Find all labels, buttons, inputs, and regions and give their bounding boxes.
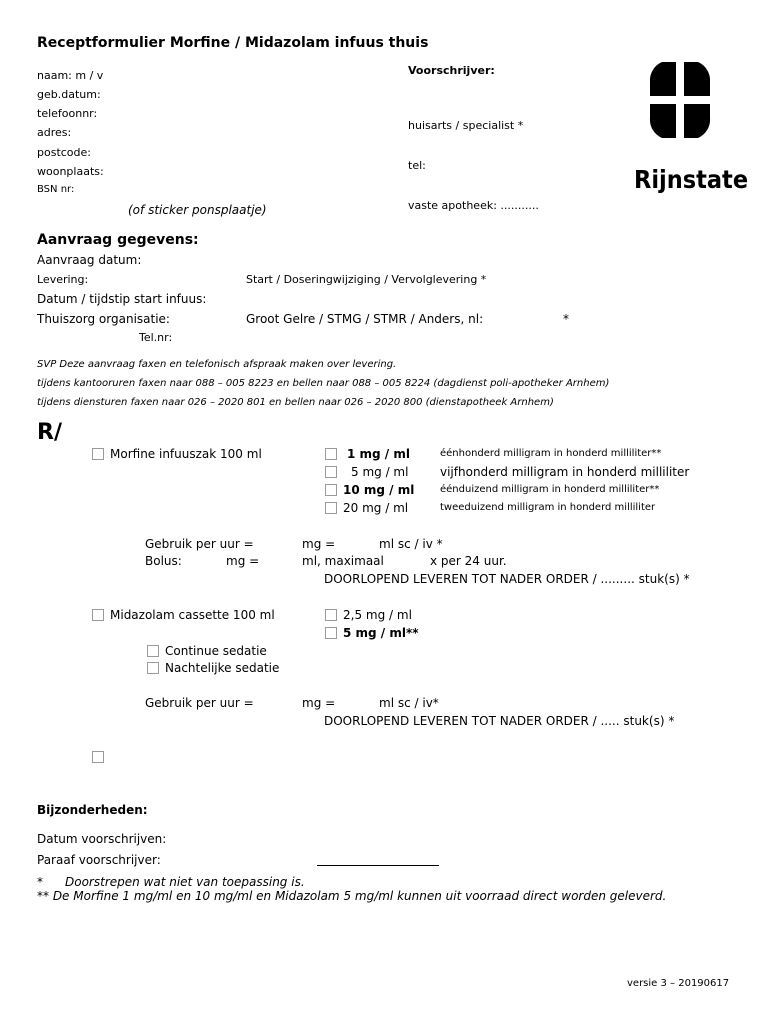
- thuiszorg-options: Groot Gelre / STMG / STMR / Anders, nl:: [246, 312, 484, 326]
- morfine-checkbox[interactable]: [92, 448, 104, 460]
- footnote-1: Doorstrepen wat niet van toepassing is.: [65, 875, 305, 889]
- morfine-10mg-checkbox[interactable]: [325, 484, 337, 496]
- midazolam-5mg-dose: 5 mg / ml**: [343, 626, 419, 640]
- request-datum: Aanvraag datum:: [37, 253, 142, 267]
- nachtelijke-sedatie-checkbox[interactable]: [147, 662, 159, 674]
- footnote-2: ** De Morfine 1 mg/ml en 10 mg/ml en Midazolam 5 mg/ml kunnen uit voorraad direct worden geleverd.: [37, 889, 667, 903]
- page-title: Receptformulier Morfine / Midazolam infuus thuis: [37, 35, 429, 51]
- prescriber-tel: tel:: [408, 159, 426, 172]
- levering-options: Start / Doseringwijziging / Vervolglevering *: [246, 273, 487, 286]
- morfine-bolus-label: Bolus:: [145, 554, 182, 568]
- continue-sedatie-label: Continue sedatie: [165, 644, 267, 658]
- signature-line: [317, 865, 439, 866]
- start-infuus: Datum / tijdstip start infuus:: [37, 292, 207, 306]
- prescriber-apotheek: vaste apotheek: ...........: [408, 199, 539, 212]
- morfine-1mg-dose: 1 mg / ml: [347, 447, 410, 461]
- morfine-bolus-mg: mg =: [226, 554, 260, 568]
- details-heading: Bijzonderheden:: [37, 803, 148, 817]
- rijnstate-logo: [632, 60, 752, 200]
- morfine-5mg-desc: vijfhonderd milligram in honderd milliliter: [440, 465, 690, 479]
- midazolam-checkbox[interactable]: [92, 609, 104, 621]
- version-label: versie 3 – 20190617: [627, 978, 730, 989]
- nachtelijke-sedatie-label: Nachtelijke sedatie: [165, 661, 280, 675]
- note-line-2: tijdens kantooruren faxen naar 088 – 005 8223 en bellen naar 088 – 005 8224 (dagdienst poli-apotheker Arnhem): [37, 378, 610, 389]
- patient-naam: naam: m / v: [37, 69, 104, 82]
- morfine-1mg-checkbox[interactable]: [325, 448, 337, 460]
- patient-postcode: postcode:: [37, 146, 91, 159]
- thuiszorg-telnr: Tel.nr:: [139, 331, 173, 344]
- request-heading: Aanvraag gegevens:: [37, 232, 199, 248]
- morfine-1mg-desc: éénhonderd milligram in honderd milliliter**: [440, 448, 662, 459]
- extra-checkbox[interactable]: [92, 751, 104, 763]
- prescriber-heading: Voorschrijver:: [408, 64, 495, 77]
- rx-symbol: R/: [37, 420, 62, 445]
- morfine-gebruik-ml: ml sc / iv *: [379, 537, 443, 551]
- morfine-20mg-checkbox[interactable]: [325, 502, 337, 514]
- morfine-gebruik-mg: mg =: [302, 537, 336, 551]
- midazolam-2-5mg-dose: 2,5 mg / ml: [343, 608, 412, 622]
- morfine-gebruik-label: Gebruik per uur =: [145, 537, 254, 551]
- thuiszorg-star: *: [563, 312, 569, 326]
- rijnstate-cross-icon: [632, 60, 752, 150]
- morfine-5mg-dose: 5 mg / ml: [351, 465, 409, 479]
- continue-sedatie-checkbox[interactable]: [147, 645, 159, 657]
- paraaf-voorschrijver: Paraaf voorschrijver:: [37, 853, 161, 867]
- morfine-10mg-dose: 10 mg / ml: [343, 483, 415, 497]
- footnote-star: *: [37, 875, 43, 889]
- patient-adres: adres:: [37, 126, 72, 139]
- morfine-5mg-checkbox[interactable]: [325, 466, 337, 478]
- morfine-20mg-desc: tweeduizend milligram in honderd milliliter: [440, 502, 656, 513]
- midazolam-2-5mg-checkbox[interactable]: [325, 609, 337, 621]
- midazolam-5mg-checkbox[interactable]: [325, 627, 337, 639]
- midazolam-gebruik-label: Gebruik per uur =: [145, 696, 254, 710]
- midazolam-label: Midazolam cassette 100 ml: [110, 608, 275, 622]
- morfine-20mg-dose: 20 mg / ml: [343, 501, 409, 515]
- note-line-3: tijdens diensturen faxen naar 026 – 2020 801 en bellen naar 026 – 2020 800 (dienstapotheek Arnhem): [37, 397, 554, 408]
- patient-telefoon: telefoonnr:: [37, 107, 98, 120]
- midazolam-gebruik-ml: ml sc / iv*: [379, 696, 439, 710]
- morfine-label: Morfine infuuszak 100 ml: [110, 447, 262, 461]
- morfine-bolus-ml: ml, maximaal: [302, 554, 384, 568]
- datum-voorschrijven: Datum voorschrijven:: [37, 832, 167, 846]
- patient-bsn: BSN nr:: [37, 184, 75, 195]
- midazolam-order: DOORLOPEND LEVEREN TOT NADER ORDER / ..... stuk(s) *: [324, 714, 675, 728]
- note-line-1: SVP Deze aanvraag faxen en telefonisch afspraak maken over levering.: [37, 359, 397, 370]
- patient-woonplaats: woonplaats:: [37, 165, 104, 178]
- morfine-order: DOORLOPEND LEVEREN TOT NADER ORDER / ......... stuk(s) *: [324, 572, 690, 586]
- patient-geb-datum: geb.datum:: [37, 88, 101, 101]
- brand-name: Rijnstate: [634, 165, 749, 194]
- sticker-note: (of sticker ponsplaatje): [128, 203, 267, 217]
- morfine-bolus-x: x per 24 uur.: [430, 554, 507, 568]
- morfine-10mg-desc: éénduizend milligram in honderd milliliter**: [440, 484, 660, 495]
- midazolam-gebruik-mg: mg =: [302, 696, 336, 710]
- levering-label: Levering:: [37, 273, 89, 286]
- prescriber-role: huisarts / specialist *: [408, 119, 524, 132]
- thuiszorg-label: Thuiszorg organisatie:: [37, 312, 170, 326]
